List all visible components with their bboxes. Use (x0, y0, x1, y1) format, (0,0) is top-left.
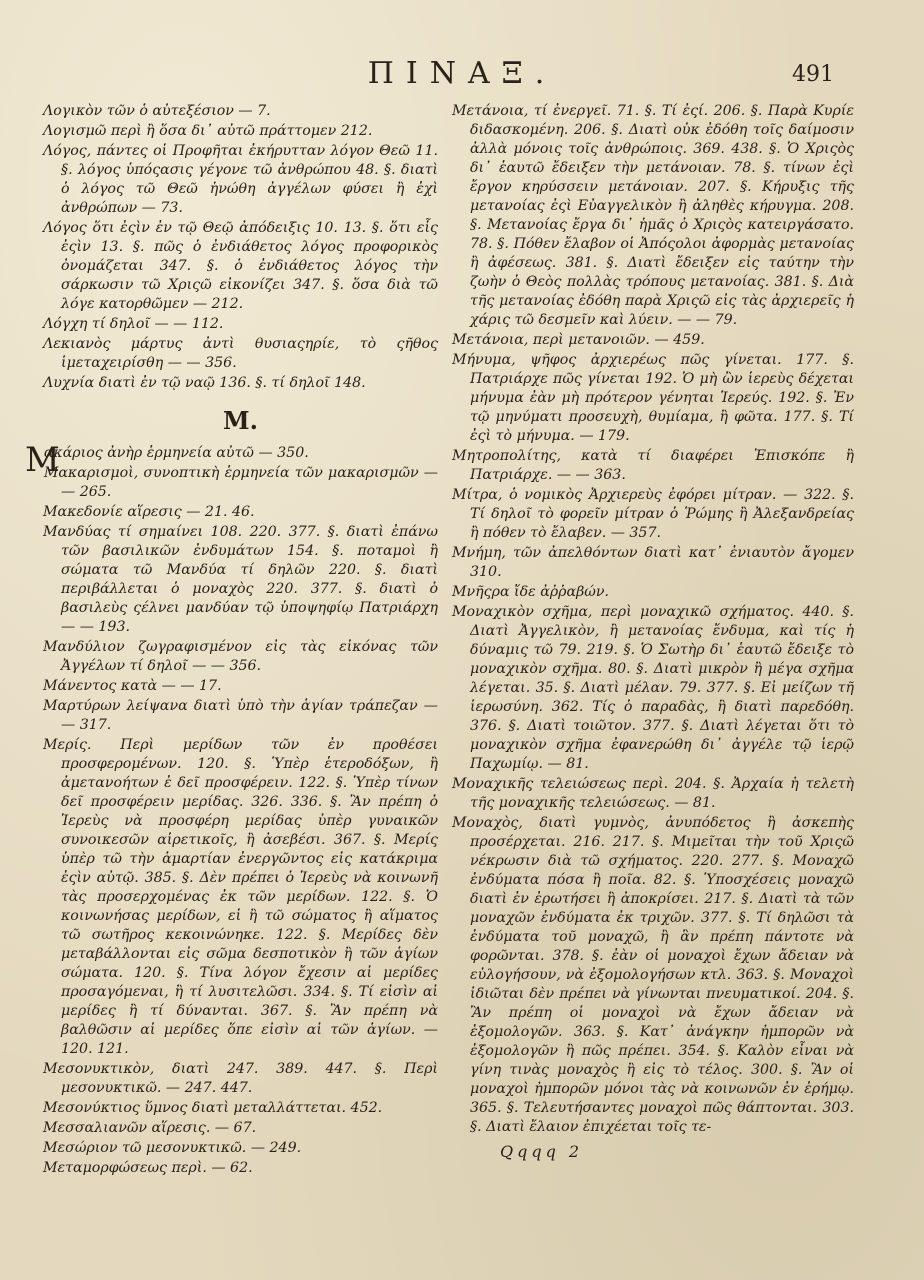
index-entry: Λογικὸν τῶν ὁ αὐτεξέσιον — 7. (43, 103, 271, 119)
index-entry: Μακαρισμοὶ, συνοπτικὴ ἑρμηνεία τῶν μακαρισμῶν — — 265. (43, 465, 438, 500)
index-entry: Μητροπολίτης, κατὰ τί διαφέρει Ἐπισκόπε ἢ Πατριάρχε. — — 363. (452, 448, 854, 483)
index-entry: Μακεδονίε αἵρεσις — 21. 46. (43, 504, 255, 520)
index-entry: Μοναχὸς, διατὶ γυμνὸς, ἀνυπόδετος ἢ ἀσκεπὴς προσέρχεται. 216. 217. §. Μιμεῖται τὴν τοῦ Χριςῶ νέκρωσιν διὰ τῶ σχήματος. 220. 277. §. Μοναχῶ ἐνδύματα πόσα ἢ ποῖα. 82. §. Ὑποσχέσεις μοναχῶ διατὶ ἐν ἐρωτήσει ἢ ἀποκρίσει. 217. §. Διατὶ τὰ τῶν μοναχῶν ἐνδύματα ἐκ τριχῶν. 377. §. Τί δηλῶσι τὰ ἐνδύματα τοῦ μοναχῶ, ἢ ἂν πρέπη πάντοτε νὰ φορῶνται. 378. §. ἐὰν οἱ μοναχοὶ ἔχων ἄδειαν νὰ εὐλογήσουν, νὰ ἐξομολογήσων κτλ. 363. §. Μοναχοὶ ἰδιῶται δὲν πρέπει νὰ γίνωνται πνευματικοί. 204. §. Ἂν πρέπη οἱ μοναχοὶ νὰ ἔχων ἄδειαν νὰ ἐξομολογῶν. 363. §. Κατ᾿ ἀνάγκην ἠμπορῶν νὰ ἐξομολογῶν ἢ πῶς πρέπει. 354. §. Καλὸν εἶναι νὰ γίνη τινὰς μοναχὸς ἢ εἰς τὸ τέλος. 300. §. Ἂν οἱ μοναχοὶ ἠμπορῶν μόνοι τὰς νὰ κοινωνῶν ἐν ἐρήμῳ. 365. §. Τελευτήσαντες μοναχοὶ πῶς θάπτονται. 303. §. Διατὶ ἔλαιον ἐπιχέεται τοῖς τε- (452, 815, 854, 1135)
page-title: ΠΙΝΑΞ. (367, 56, 557, 91)
index-entry: Μεταμορφώσεως περὶ. — 62. (43, 1160, 253, 1176)
index-entry: Λεκιανὸς μάρτυς ἀντὶ θυσιαςηρίε, τὸ ςῆθος ἱμεταχειρίσθη — — 356. (43, 336, 438, 371)
index-entry-first (25, 440, 438, 480)
index-entry: Μερίς. Περὶ μερίδων τῶν ἐν προθέσει προσφερομένων. 120. §. Ὑπὲρ ἑτεροδόξων, ἢ ἀμετανοήτων ἐ δεῖ προσφέρειν. 122. §. Ὑπὲρ τίνων δεῖ προσφέρειν μερίδας. 326. 336. §. Ἂν πρέπη ὁ Ἱερεὺς νὰ προσφέρη μερίδας ὑπὲρ γυναικῶν συνοικεσῶν αἱρετικοῖς, ἢ ἀσεβέσι. 367. §. Μερίς ὑπὲρ τῶ τὴν ἁμαρτίαν ἐνεργῶντος εἰς κατάκριμα ἐςὶν αὐτῷ. 385. §. Δὲν πρέπει ὁ Ἱερεὺς νὰ κοινωνῆ τὰς προσερχομένας ἐκ τῶν μερίδων. 122. §. Ὁ κοινωνήσας μερίδων, εἰ ἢ τῶ σώματος ἢ αἵματος τῶ σωτῆρος κεκοινώνηκε. 122. §. Μερίδες δὲν μεταβάλλονται εἰς σῶμα δεσποτικὸν ἢ τῶν ἁγίων σώματα. 120. §. Τίνα λόγον ἔχεσιν αἱ μερίδες προσαγόμεναι, ἢ τί λυσιτελῶσι. 334. §. Τί εἰσὶν αἱ μερίδες ἢ τί δύνανται. 367. §. Ἂν πρέπη νὰ βαλθῶσιν αἱ μερίδες ὅπε εἰσὶν αἱ τῶν ἁγίων. — 120. 121. (43, 737, 438, 1057)
index-entry: Λυχνία διατὶ ἐν τῷ ναῷ 136. §. τί δηλοῖ 148. (43, 375, 366, 391)
index-entry: Μεσονύκτιος ὕμνος διατὶ μεταλλάττεται. 452. (43, 1100, 383, 1116)
index-entry: Μίτρα, ὁ νομικὸς Ἀρχιερεὺς ἐφόρει μίτραν. — 322. §. Τί δηλοῖ τὸ φορεῖν μίτραν ὁ Ῥώμης ἢ Ἀλεξανδρείας ἢ πόθεν τὸ ἔλαβεν. — 357. (452, 487, 854, 541)
index-entry: Μεσσαλιανῶν αἵρεσις. — 67. (43, 1120, 257, 1136)
page-header (40, 52, 884, 98)
index-entry: Μαρτύρων λείψανα διατὶ ὑπὸ τὴν ἁγίαν τράπεζαν — — 317. (43, 698, 438, 733)
index-entry: Μετάνοια, περὶ μετανοιῶν. — 459. (452, 332, 705, 348)
index-entry: Λόγχη τί δηλοῖ — — 112. (43, 316, 224, 332)
index-entry: Μνήμη, τῶν ἀπελθόντων διατὶ κατ᾿ ἐνιαυτὸν ἄγομεν 310. (452, 545, 854, 580)
index-entry: Μεσονυκτικὸν, διατὶ 247. 389. 447. §. Περὶ μεσονυκτικῶ. — 247. 447. (43, 1061, 438, 1096)
index-entry: Μοναχικὸν σχῆμα, περὶ μοναχικῶ σχήματος. 440. §. Διατὶ Ἀγγελικὸν, ἢ μετανοίας ἔνδυμα, καὶ τίς ἡ δύναμις τῶ 79. 219. §. Ὁ Σωτὴρ δι᾿ ἑαυτῶ ἔδειξε τὸ μοναχικὸν σχῆμα. 80. §. Διατὶ μικρὸν ἢ μέγα σχῆμα λέγεται. 35. §. Διατὶ μέλαν. 79. 377. §. Εἰ μείζων τῆ ἱερωσύνη. 362. Τίς ὁ παραδὰς, ἢ διατὶ παρεδόθη. 376. §. Διατὶ τοιῶτον. 377. §. Διατὶ λέγεται ὅτι τὸ μοναχικὸν σχῆμα ἐφανερώθη δι᾿ ἀγγέλε τῷ ἱερῷ Παχωμίῳ. — 81. (452, 604, 854, 772)
index-entry: Μανδύας τί σημαίνει 108. 220. 377. §. διατὶ ἐπάνω τῶν βασιλικῶν ἐνδυμάτων 154. §. ποταμοὶ ἢ σώματα τῶ Μανδύα τί δηλῶν 220. §. διατὶ περιβάλλεται ὁ μοναχὸς 220. 377. §. διατὶ ὁ βασιλεὺς ςέλνει μανδύαν τῷ ὑποψηφίῳ Πατριάρχη — — 193. (43, 524, 438, 635)
index-entry: Λογισμῶ περὶ ἢ ὅσα δι᾿ αὐτῶ πράττομεν 212. (43, 123, 373, 139)
entries-before (43, 102, 438, 393)
index-entry: Μάνεντος κατὰ — — 17. (43, 678, 222, 694)
section-letter: Μ. (223, 406, 258, 435)
first-entry-text: ακάριος ἀνὴρ ἑρμηνεία αὐτῶ — 350. (43, 445, 309, 461)
right-column (452, 102, 854, 1138)
index-entry: Μνῆςρα ἴδε ἀῤῥαβών. (452, 584, 610, 600)
page-number: 491 (792, 62, 834, 87)
index-entry: Μανδύλιον ζωγραφισμένον εἰς τὰς εἰκόνας τῶν Ἀγγέλων τί δηλοῖ — — 356. (43, 639, 438, 674)
entries-after (43, 464, 438, 1178)
index-entry: Λόγος ὅτι ἐςὶν ἐν τῷ Θεῷ ἀπόδειξις 10. 13. §. ὅτι εἷς ἐςὶν 13. §. πῶς ὁ ἐνδιάθετος λόγος προφορικὸς ὀνομάζεται 347. §. ὁ ἐνδιάθετος λόγος τὴν σάρκωσιν τῶ Χριςῶ εἰκονίζει 347. §. ὅσα διὰ τῶ λόγε κατορθῶμεν — 212. (43, 220, 438, 312)
index-entry: Μετάνοια, τί ἐνεργεῖ. 71. §. Τί ἐςί. 206. §. Παρὰ Κυρίε διδασκομένη. 206. §. Διατὶ οὐκ ἐδόθη τοῖς δαίμοσιν ἀλλὰ μόνοις τοῖς ἀνθρώποις. 369. 438. §. Ὁ Χριςὸς δι᾿ ἑαυτῶ ἔδειξεν τὴν μετάνοιαν. 78. §. τίνων ἐςὶ ἔργον κηρύσσειν μετάνοιαν. 207. §. Κήρυξις τῆς μετανοίας ἐςὶ Εὐαγγελικὸν ἢ ἀληθὲς κήρυγμα. 208. §. Μετανοίας ἔργα δι᾿ ἡμᾶς ὁ Χριςὸς κατειργάσατο. 78. §. Πόθεν ἔλαβον οἱ Ἀπόςολοι ἀφορμὰς μετανοίας ἢ ἀφέσεως. 381. §. Διατὶ ἔδειξεν εἰς ταύτην τὴν ζωὴν ὁ Θεὸς πολλὰς τρόπους μετανοίας. 381. §. Διὰ τῆς μετανοίας ἐδόθη παρὰ Χριςῶ εἰς τὰς ἀρχιερεῖς ἡ χάρις τῶ δεσμεῖν καὶ λύειν. — — 79. (452, 103, 854, 328)
left-column (25, 102, 438, 1179)
index-entry: Λόγος, πάντες οἱ Προφῆται ἐκήρυτταν λόγον Θεῶ 11. §. λόγος ὑπόςασις γέγονε τῶ ἀνθρώπου 48. §. διατὶ ὁ λόγος τῶ Θεῶ ἡνώθη ἀγγέλων φύσει ἢ ἐχὶ ἀνθρώπων — 73. (43, 143, 438, 216)
drop-cap: Μ (25, 440, 60, 480)
index-entry: Μοναχικῆς τελειώσεως περὶ. 204. §. Ἀρχαία ἡ τελετὴ τῆς μοναχικῆς τελειώσεως. — 81. (452, 776, 854, 811)
index-entry: Μήνυμα, ψῆφος ἀρχιερέως πῶς γίνεται. 177. §. Πατριάρχε πῶς γίνεται 192. Ὁ μὴ ὢν ἱερεὺς δέχεται μήνυμα ἐὰν μὴ πρότερον γένηται Ἱερεύς. 192. §. Ἐν τῷ μηνύματι προσευχὴ, θυμίαμα, ἢ φῶτα. 177. §. Τί ἐςὶ τὸ μήνυμα. — 179. (452, 352, 854, 444)
index-entry: Μεσώριον τῶ μεσονυκτικῶ. — 249. (43, 1140, 302, 1156)
signature-mark: Qqqq 2 (500, 1142, 584, 1161)
